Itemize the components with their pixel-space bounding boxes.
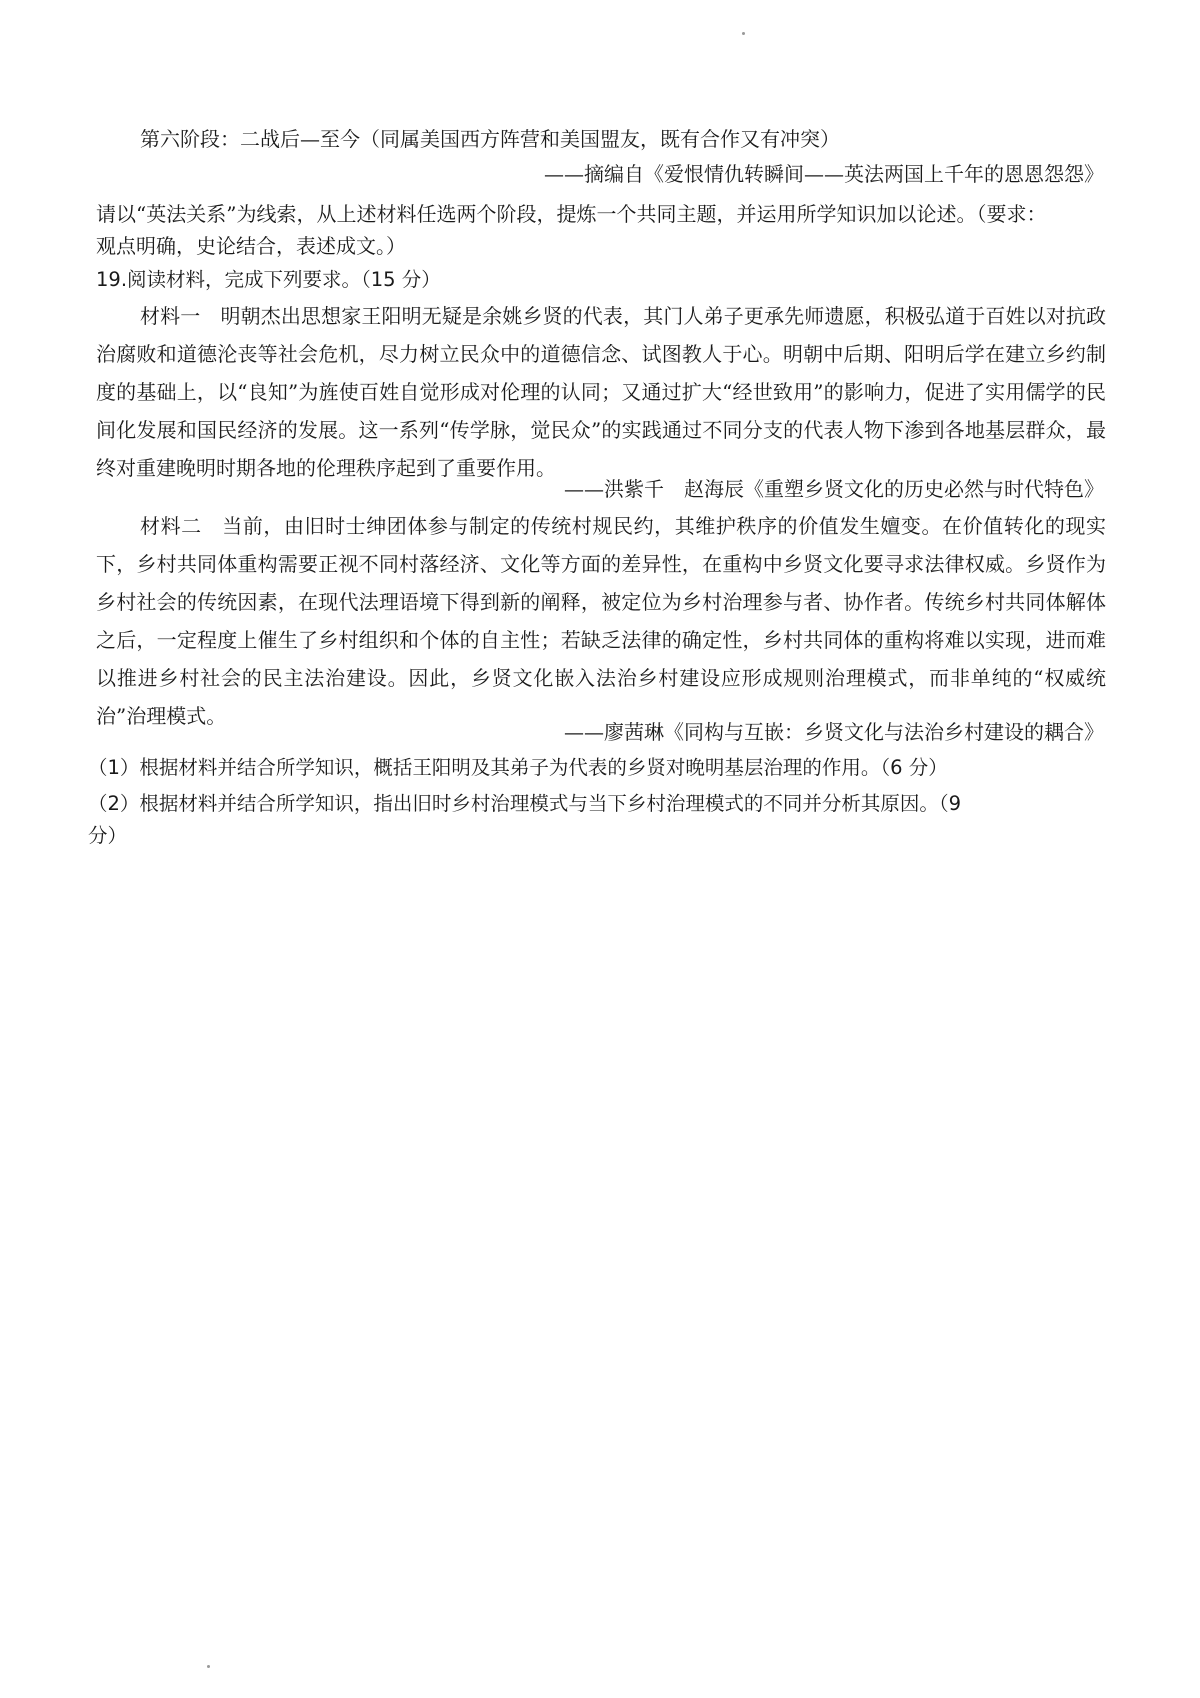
question-2-line1: （2）根据材料并结合所学知识，指出旧时乡村治理模式与当下乡村治理模式的不同并分析其原因。（9 bbox=[88, 792, 962, 815]
material-two-text: 材料二 当前，由旧时士绅团体参与制定的传统村规民约，其维护秩序的价值发生嬗变。在价值转化的现实下，乡村共同体重构需要正视不同村落经济、文化等方面的差异性，在重构中乡贤文化要寻求法律权威。乡贤作为乡村社会的传统因素，在现代法理语境下得到新的阐释，被定位为乡村治理参与者、协作者。传统乡村共同体解体之后，一定程度上催生了乡村组织和个体的自主性；若缺乏法律的确定性，乡村共同体的重构将难以实现，进而难以推进乡村社会的民主法治建设。因此，乡贤文化嵌入法治乡村建设应形成规则治理模式，而非单纯的“权威统治”治理模式。 bbox=[96, 514, 1106, 728]
q18-prompt-line1: 请以“英法关系”为线索，从上述材料任选两个阶段，提炼一个共同主题，并运用所学知识加以论述。（要求： bbox=[96, 202, 1047, 226]
material-two bbox=[96, 507, 1106, 735]
question-2-line2: 分） bbox=[88, 824, 128, 847]
scan-dot-bottom bbox=[207, 1665, 210, 1668]
material-one-source: ——洪紫千 赵海辰《重塑乡贤文化的历史必然与时代特色》 bbox=[564, 477, 1104, 501]
material-two-source: ——廖茜琳《同构与互嵌：乡贤文化与法治乡村建设的耦合》 bbox=[564, 720, 1104, 744]
q18-prompt-line2: 观点明确，史论结合，表述成文。） bbox=[96, 234, 406, 258]
q19-title: 19.阅读材料，完成下列要求。（15 分） bbox=[96, 268, 441, 291]
material-one-text: 材料一 明朝杰出思想家王阳明无疑是余姚乡贤的代表，其门人弟子更承先师遗愿，积极弘道于百姓以对抗政治腐败和道德沦丧等社会危机，尽力树立民众中的道德信念、试图教人于心。明朝中后期、阳明后学在建立乡约制度的基础上，以“良知”为旌使百姓自觉形成对伦理的认同；又通过扩大“经世致用”的影响力，促进了实用儒学的民间化发展和国民经济的发展。这一系列“传学脉，觉民众”的实践通过不同分支的代表人物下渗到各地基层群众，最终对重建晚明时期各地的伦理秩序起到了重要作用。 bbox=[96, 304, 1106, 480]
material-one bbox=[96, 297, 1106, 487]
stage-six-text: 第六阶段：二战后—至今（同属美国西方阵营和美国盟友，既有合作又有冲突） bbox=[140, 127, 840, 151]
question-1: （1）根据材料并结合所学知识，概括王阳明及其弟子为代表的乡贤对晚明基层治理的作用。（6 分） bbox=[88, 756, 948, 779]
scan-dot bbox=[742, 32, 745, 35]
stage-source: ——摘编自《爱恨情仇转瞬间——英法两国上千年的恩恩怨怨》 bbox=[544, 162, 1104, 186]
